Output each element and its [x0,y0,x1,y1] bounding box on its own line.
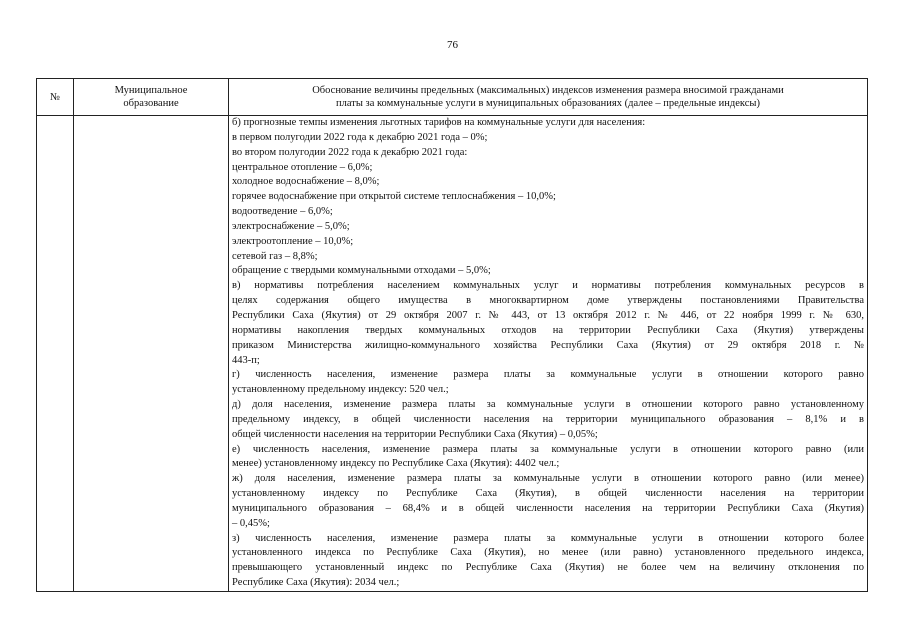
text-line: ж) доля населения, изменение размера платы за коммунальные услуги в отношении которого равно (или менее) [232,473,864,485]
header-justification-line-1: Обоснование величины предельных (максимальных) индексов изменения размера вносимой гражданами [312,85,784,96]
header-justification-line-2: платы за коммунальные услуги в муниципальных образованиях (далее – предельные индексы) [336,98,760,109]
text-line: в) нормативы потребления населением коммунальных услуг и нормативы потребления коммунальных ресурсов в [232,280,864,292]
text-line: электроотопление – 10,0%; [232,235,354,247]
text-line: обращение с твердыми коммунальными отходами – 5,0%; [232,265,491,277]
text-line: горячее водоснабжение при открытой системе теплоснабжения – 10,0%; [232,191,556,203]
text-line: 443-п; [232,354,260,366]
text-line: г) численность населения, изменение размера платы за коммунальные услуги в отношении которого равно [232,369,864,381]
text-line: превышающего установленный индекс по Республике Саха (Якутия) не более чем на величину отклонения по [232,562,864,574]
text-line: в первом полугодии 2022 года к декабрю 2021 года – 0%; [232,131,488,143]
text-line: установленного индекса по Республике Саха (Якутия), но менее (или равно) установленного предельного индекса, [232,547,864,559]
text-line: электроснабжение – 5,0%; [232,220,350,232]
text-line: установленному предельному индексу: 520 чел.; [232,384,449,396]
text-line: водоотведение – 6,0%; [232,206,333,218]
justification-table [36,78,868,592]
row-municipality-cell [74,116,229,592]
text-line: центральное отопление – 6,0%; [232,161,373,173]
text-line: установленному индексу по Республике Саха (Якутия), в общей численности населения на территории [232,488,864,500]
text-line: е) численность населения, изменение размера платы за коммунальные услуги в отношении которого равно (или [232,443,864,455]
header-municipality-line-1: Муниципальное [114,85,188,96]
table-row [37,116,868,592]
row-justification-cell [229,116,868,592]
text-line: д) доля населения, изменение размера платы за коммунальные услуги в отношении которого равно установленному [232,399,864,411]
text-line: менее) установленному индексу по Республике Саха (Якутия): 4402 чел.; [232,458,560,470]
text-line: холодное водоснабжение – 8,0%; [232,176,380,188]
text-line: муниципального образования – 68,4% и в общей численности населения на территории Республики Саха (Якутия) [232,502,864,514]
text-line: целях содержания общего имущества в многоквартирном доме утверждены постановлениями Правительства [232,295,864,307]
header-municipality [74,79,229,116]
text-line: приказом Министерства жилищно-коммунального хозяйства Республики Саха (Якутия) от 29 октября 2018 г. № [232,339,864,351]
page-number: 76 [447,39,458,51]
text-line: Республике Саха (Якутия): 2034 чел.; [232,577,400,589]
text-line: предельному индексу, в общей численности населения на территории муниципального образования – 8,1% и в [232,413,864,425]
text-line: нормативы накопления твердых коммунальных отходов на территории Республики Саха (Якутия) утверждены [232,324,864,336]
row-number-cell [37,116,74,592]
text-line: Республики Саха (Якутия) от 29 октября 2007 г. № 443, от 13 октября 2012 г. № 446, от 22 ноября 1999 г. № 630, [232,309,864,321]
text-line: – 0,45%; [232,517,270,529]
text-line: б) прогнозные темпы изменения льготных тарифов на коммунальные услуги для населения: [232,117,646,128]
header-municipality-line-2: образование [123,98,179,109]
table-header-row [37,79,868,116]
header-number: № [37,79,74,116]
text-line: з) численность населения, изменение размера платы за коммунальные услуги в отношении которого более [232,532,864,544]
header-justification [229,79,868,116]
text-line: во втором полугодии 2022 года к декабрю 2021 года: [232,146,468,158]
text-line: сетевой газ – 8,8%; [232,250,318,262]
text-line: общей численности населения на территории Республики Саха (Якутия) – 0,05%; [232,428,598,440]
